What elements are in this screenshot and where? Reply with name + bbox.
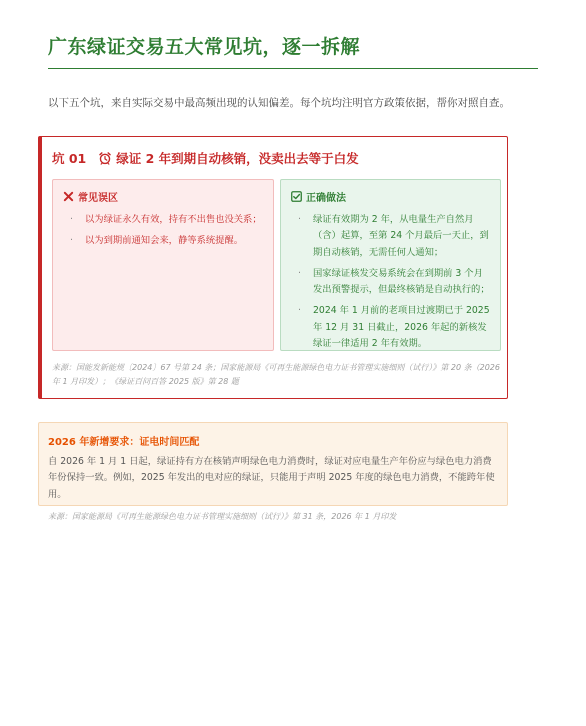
pit-card xyxy=(38,136,508,399)
list-item: · 2024 年 1 月前的老项目过渡期已于 2025 年 12 月 31 日截止，2026 年起的新核发绿证一律适用 2 年有效期。 xyxy=(298,305,490,349)
list-item: · 以为绿证永久有效，持有不出售也没关系； xyxy=(70,214,262,225)
list-item: · 国家绿证核发交易系统会在到期前 3 个月发出预警提示，但最终核销是自动执行的； xyxy=(298,267,490,296)
correct-practice-heading xyxy=(291,189,492,204)
requirement-body: 自 2026 年 1 月 1 日起，绿证持有方在核销声明绿色电力消费时，绿证对应电量生产年份应与绿色电力消费年份保持一致。例如，2025 年发出的电对应的绿证，只能用于声明 2025 年度的绿色电力消费，不能跨年使用。 xyxy=(48,456,495,500)
x-icon xyxy=(63,191,74,202)
pit-number: 坑 01 xyxy=(52,151,87,166)
check-icon xyxy=(291,191,302,202)
misconception-panel xyxy=(52,179,274,351)
list-item: · 绿证有效期为 2 年，从电量生产自然月（含）起算，至第 24 个月最后一天止，到期自动核销，无需任何人通知； xyxy=(298,214,489,258)
pit-header xyxy=(52,149,359,167)
alarm-clock-icon xyxy=(98,151,112,165)
requirement-callout xyxy=(38,422,508,506)
list-item: · 以为到期前通知会来，静等系统提醒。 xyxy=(70,235,244,247)
correct-practice-list xyxy=(291,212,492,352)
pit-title: 绿证 2 年到期自动核销，没卖出去等于白发 xyxy=(116,151,359,166)
pit-source-note: 来源：国能发新能规〔2024〕67 号第 24 条；国家能源局《可再生能源绿色电力证书管理实施细则（试行）》第 20 条（2026 年 1 月印发）；《绿证百问百答 2025 版》第 28 题 xyxy=(52,363,500,386)
requirement-title: 2026 年新增要求：证电时间匹配 xyxy=(48,437,200,448)
misconception-heading xyxy=(63,189,265,204)
page-title: 广东绿证交易五大常见坑，逐一拆解 xyxy=(48,32,538,69)
misconception-title: 常见误区 xyxy=(78,193,118,204)
misconception-list xyxy=(63,212,265,250)
requirement-source-note: 来源：国家能源局《可再生能源绿色电力证书管理实施细则（试行）》第 31 条，2026 年 1 月印发 xyxy=(48,512,397,521)
correct-practice-panel xyxy=(280,179,501,351)
intro-text: 以下五个坑，来自实际交易中最高频出现的认知偏差。每个坑均注明官方政策依据，帮你对照自查。 xyxy=(48,97,510,109)
correct-practice-title: 正确做法 xyxy=(306,193,346,204)
